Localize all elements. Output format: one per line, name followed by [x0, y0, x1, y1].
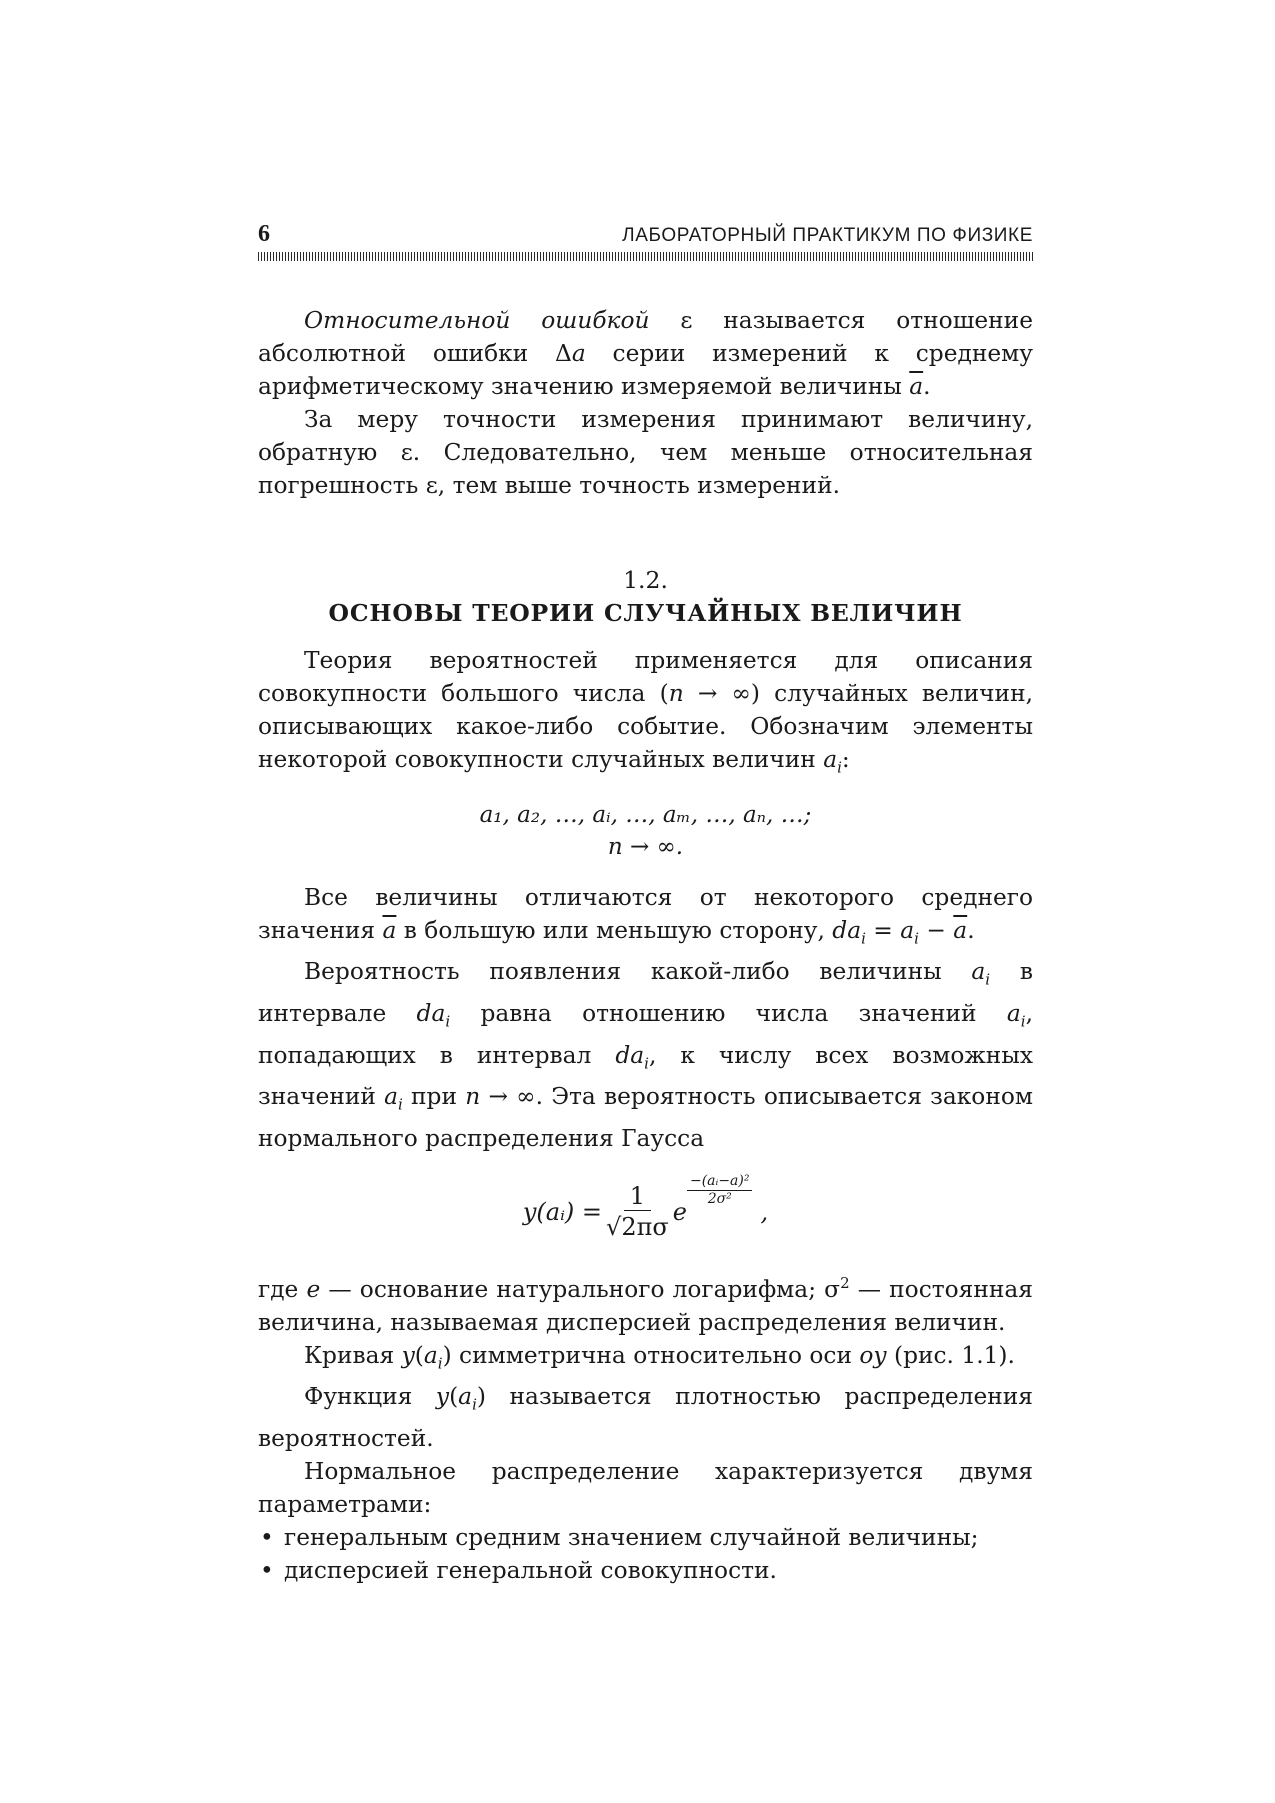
section-number: 1.2. — [623, 566, 668, 594]
gauss-lhs: y(aᵢ) = — [522, 1198, 603, 1227]
paragraph: За меру точности измерения принимают величину, обратную ε. Следовательно, чем меньше относительная погрешность ε, тем выше точность измерений. — [258, 406, 1033, 499]
section-title: ОСНОВЫ ТЕОРИИ СЛУЧАЙНЫХ ВЕЛИЧИН — [328, 599, 963, 627]
gauss-fraction — [606, 1182, 669, 1243]
running-title: ЛАБОРАТОРНЫЙ ПРАКТИКУМ ПО ФИЗИКЕ — [622, 225, 1033, 246]
fraction-numerator: 1 — [624, 1182, 651, 1211]
paragraph: где e — основание натурального логарифма; $\sigma^2$ — постоянная величина, называемая дисперсией распределения величин. — [258, 1273, 1033, 1336]
paragraph: Функция $y(a_i)$ называется плотностью распределения вероятностей. — [258, 1383, 1033, 1453]
gauss-formula — [258, 1173, 1033, 1253]
page-header — [258, 218, 1033, 246]
book-page — [258, 218, 1033, 1587]
fraction-denominator: √2πσ — [606, 1213, 669, 1242]
gauss-tail: , — [760, 1198, 769, 1227]
exponent-numerator: −(aᵢ−a)² — [687, 1173, 753, 1191]
sequence-line: a₁, a₂, …, aᵢ, …, aₘ, …, aₙ, …; — [479, 801, 812, 828]
bullet-icon: • — [260, 1557, 274, 1585]
header-rule — [258, 252, 1033, 261]
list-item: • дисперсией генеральной совокупности. — [258, 1554, 1033, 1587]
list-item: • генеральным средним значением случайной величины; — [258, 1521, 1033, 1554]
main-text — [258, 304, 1033, 1587]
paragraph: Все величины отличаются от некоторого среднего значения $\overline{a}$ в большую или меньшую сторону, $da_i = a_i - \overline{a}$. — [258, 883, 1033, 948]
section-heading — [258, 564, 1033, 630]
paragraph: Нормальное распределение характеризуется двумя параметрами: — [258, 1458, 1033, 1519]
page-number: 6 — [258, 221, 270, 247]
exponent-denominator: 2σ² — [707, 1191, 732, 1208]
gauss-exponent — [687, 1173, 753, 1208]
limit-line: n → ∞. — [607, 833, 684, 860]
bullet-list — [258, 1521, 1033, 1587]
sequence-formula — [258, 799, 1033, 863]
gauss-base: e — [672, 1198, 687, 1227]
paragraph: Относительной ошибкой ε называется отношение абсолютной ошибки Δa серии измерений к среднему арифметическому значению измеряемой величины $\overline{a}$. — [258, 307, 1033, 400]
paragraph: Вероятность появления какой-либо величины $a_i$ в интервале $da_i$ равна отношению числа значений $a_i$, попадающих в интервал $da_i$, к числу всех возможных значений $a_i$ при n → ∞. Эта вероятность описывается законом нормального распределения Гаусса — [258, 958, 1034, 1152]
paragraph: Теория вероятностей применяется для описания совокупности большого числа (n → ∞) случайных величин, описывающих какое-либо событие. Обозначим элементы некоторой совокупности случайных величин $a_i$: — [258, 647, 1033, 777]
bullet-icon: • — [260, 1524, 274, 1552]
paragraph: Кривая $y(a_i)$ симметрична относительно оси oy (рис. 1.1). — [304, 1341, 1015, 1373]
